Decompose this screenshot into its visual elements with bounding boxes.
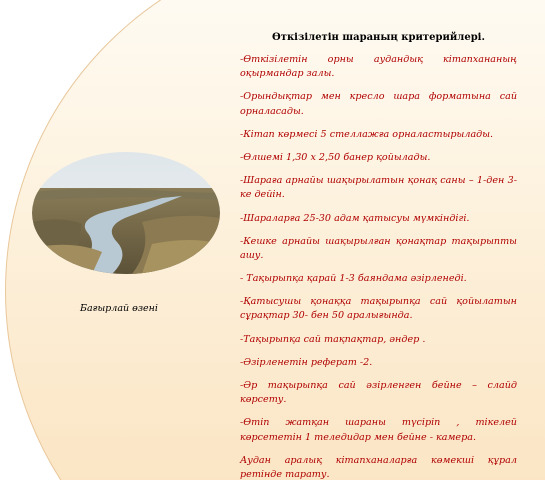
criteria-item: -Өтіп жатқан шараны түсіріп , тікелей көрсететін 1 теледидар мен бейне - камера.	[240, 417, 517, 443]
criteria-item: Аудан аралық кітапханаларға көмекші құрал ретінде тарату.	[240, 454, 517, 480]
criteria-list	[240, 32, 517, 480]
river-photo	[32, 152, 220, 274]
criteria-item: - Тақырыпқа қарай 1-3 баяндама әзірленеді.	[240, 273, 467, 285]
criteria-item: -Кешке арнайы шақырылған қонақтар тақырыпты ашу.	[240, 235, 517, 261]
criteria-item: -Өлшемі 1,30 х 2,50 банер қойылады.	[240, 151, 431, 163]
photo-caption: Бағырлай өзені	[80, 303, 158, 314]
criteria-item: -Шараларға 25-30 адам қатысуы мүмкіндігі.	[240, 212, 470, 224]
river-landscape-icon	[32, 152, 220, 274]
criteria-item: -Әр тақырыпқа сай әзірленген бейне – слайд көрсету.	[240, 380, 517, 406]
criteria-item: -Қатысушы қонаққа тақырыпқа сай қойылатын сұрақтар 30- бен 50 аралығында.	[240, 296, 517, 322]
criteria-item: -Орындықтар мен кресло шара форматына сай орналасады.	[240, 91, 517, 117]
criteria-item: -Тақырыпқа сай тақпақтар, әндер .	[240, 333, 426, 345]
criteria-item: -Өткізілетін орны аудандық кітапхананың оқырмандар залы.	[240, 54, 517, 80]
criteria-item: -Шараға арнайы шақырылатын қонақ саны – 1-ден 3-ке дейін.	[240, 175, 517, 201]
criteria-item: -Әзірленетін реферат -2.	[240, 356, 373, 368]
criteria-heading: Өткізілетін шараның критерийлері.	[272, 32, 485, 43]
criteria-item: -Кітап көрмесі 5 стеллажға орналастырылады.	[240, 128, 494, 140]
